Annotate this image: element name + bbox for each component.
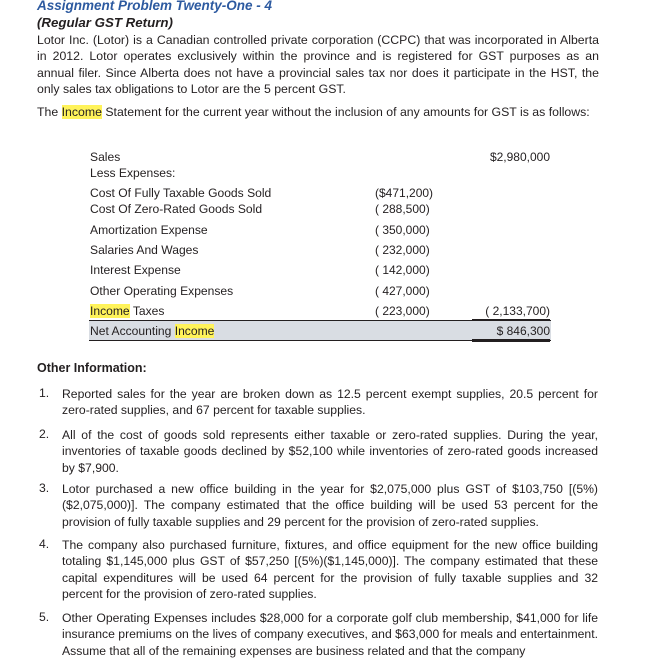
- statement-intro-after: Statement for the current year without the inclusion of any amounts for GST is as follows:: [101, 105, 590, 119]
- problem-subtitle: (Regular GST Return): [37, 15, 173, 30]
- expense-label: Cost Of Zero-Rated Goods Sold: [90, 202, 263, 216]
- statement-intro-before: The: [37, 105, 62, 119]
- expense-value: ( 232,000): [375, 243, 430, 257]
- statement-intro-paragraph: [37, 104, 599, 120]
- double-underline: [472, 339, 550, 342]
- total-rule: [472, 319, 550, 320]
- less-expenses-label: Less Expenses:: [90, 166, 176, 180]
- list-item: Other Operating Expenses includes $28,000 for a corporate golf club membership, $41,000 for life insurance premiums on the lives of company executives, and $63,000 for meals and entertainment. Assume that all of the remaining expenses are business related and that the company: [62, 611, 598, 658]
- highlighted-income: Income: [61, 105, 102, 119]
- sales-label: Sales: [90, 150, 121, 164]
- income-taxes-label: [90, 304, 164, 318]
- item-number: 2.: [39, 427, 50, 441]
- expense-value: ( 427,000): [375, 284, 430, 298]
- net-income-value: $ 846,300: [496, 324, 550, 338]
- expense-value: ( 288,500): [375, 202, 430, 216]
- expense-value: ( 142,000): [375, 263, 430, 277]
- intro-paragraph: Lotor Inc. (Lotor) is a Canadian controlled private corporation (CCPC) that was incorporated in Alberta in 2012. Lotor operates exclusively within the province and is registered for GST purposes as an annual filer. Since Alberta does not have a provincial sales tax nor does it participate in the HST, the only sales tax obligations to Lotor are the 5 percent GST.: [37, 33, 599, 96]
- list-item: Lotor purchased a new office building in the year for $2,075,000 plus GST of $103,750 [(5%)($2,075,000)]. The company estimated that the office building will be used 53 percent for the provision of fully taxable supplies and 29 percent for the provision of zero-rated supplies.: [62, 482, 598, 529]
- expense-label: Salaries And Wages: [90, 243, 199, 257]
- highlighted-income: Income: [174, 324, 215, 338]
- item-number: 4.: [39, 537, 50, 551]
- list-item: Reported sales for the year are broken down as 12.5 percent exempt supplies, 20.5 percent for zero-rated supplies, and 67 percent for taxable supplies.: [62, 387, 598, 418]
- item-number: 3.: [39, 481, 50, 495]
- expense-label: Interest Expense: [90, 263, 181, 277]
- expense-value: ($471,200): [375, 186, 434, 200]
- total-expenses-value: ( 2,133,700): [485, 304, 550, 318]
- problem-title: Assignment Problem Twenty-One - 4: [37, 0, 273, 13]
- highlighted-income: Income: [90, 304, 130, 318]
- income-taxes-value: ( 223,000): [375, 304, 430, 318]
- item-number: 5.: [39, 610, 50, 624]
- list-item: All of the cost of goods sold represents either taxable or zero-rated supplies. During the year, inventories of taxable goods declined by $52,100 while inventories of zero-rated goods increased by $7,900.: [62, 428, 598, 475]
- expense-label: Other Operating Expenses: [90, 284, 234, 298]
- net-income-prefix: Net Accounting: [90, 324, 175, 338]
- expense-value: ( 350,000): [375, 223, 430, 237]
- list-item: The company also purchased furniture, fixtures, and office equipment for the new office building totaling $1,145,000 plus GST of $57,250 [(5%)($1,145,000)]. The company estimated that these capital expenditures will be used 64 percent for the provision of fully taxable supplies and 32 percent for the provision of zero-rated supplies.: [62, 538, 598, 601]
- income-taxes-rest: Taxes: [129, 304, 165, 318]
- net-income-label: [90, 324, 214, 338]
- other-information-heading: Other Information:: [37, 361, 147, 375]
- expense-label: Amortization Expense: [90, 223, 208, 237]
- sales-value: $2,980,000: [489, 150, 550, 164]
- item-number: 1.: [39, 386, 50, 400]
- expense-label: Cost Of Fully Taxable Goods Sold: [90, 186, 272, 200]
